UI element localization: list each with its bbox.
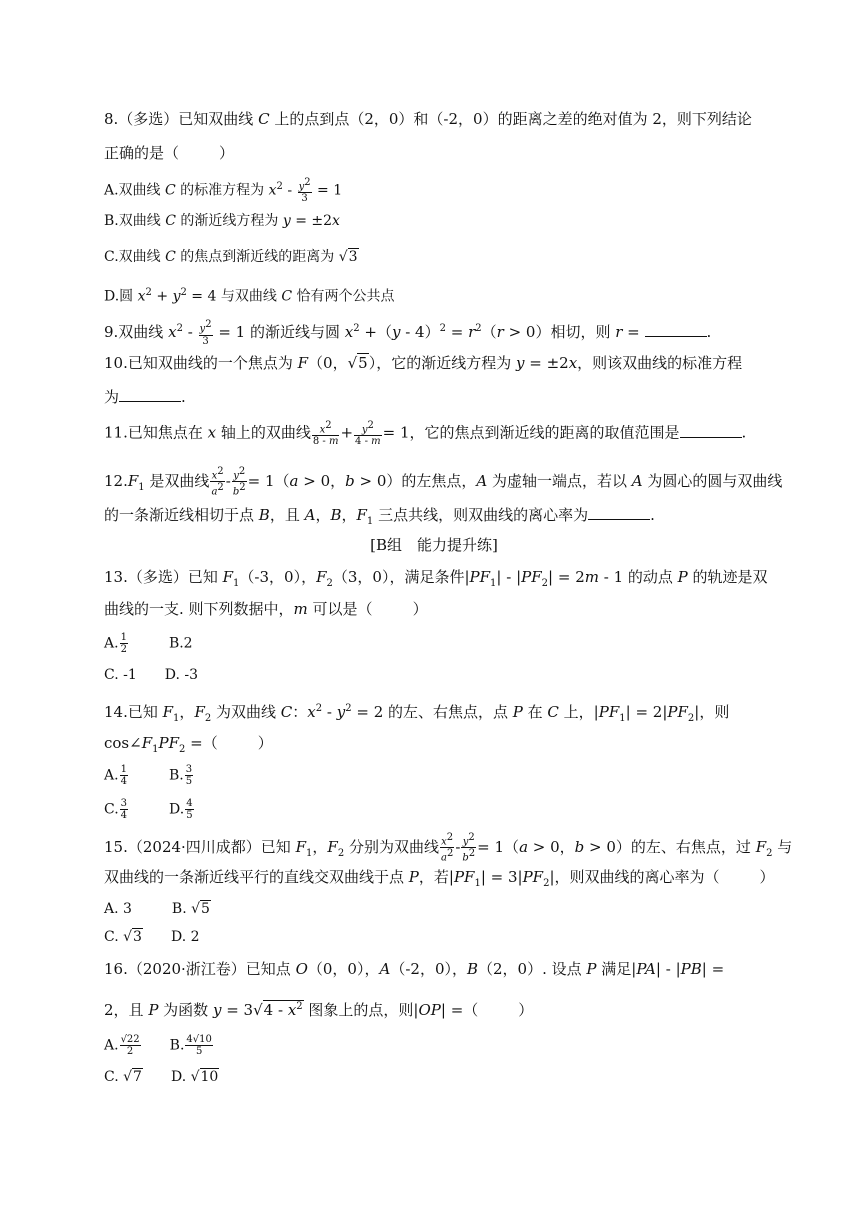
q15-text: 15.（2024·四川成都）已知 $F_1$，$F_2$ 分别为双曲线 $\frac{x^2}{a^2}$ - $\frac{y^2}{b^2}$ = 1（a > 0，b > 0）的左、右焦点，过 $F_2$ 与: [104, 832, 793, 864]
q10-text: 10.已知双曲线的一个焦点为 F（0，√5），它的渐近线方程为 y = ±2x，则该双曲线的标准方程: [104, 354, 743, 372]
q15-options-row2: C. √3 D. 2: [104, 929, 200, 945]
q14-options-row2: C. $\frac{3}{4}$ D. $\frac{4}{5}$: [104, 798, 193, 821]
q14-text-cont: $\cos\angle F_1PF_2$ =（ ）: [104, 734, 273, 755]
q14-options-row1: A. $\frac{1}{4}$ B. $\frac{3}{5}$: [104, 764, 193, 787]
q13-text: 13.（多选）已知 $F_1(-3$，0），$F_2(3$，0），满足条件$|PF_1| - |PF_2| = 2m - 1$ 的动点 P 的轨迹是双: [104, 568, 768, 589]
section-b-heading: [B组 能力提升练]: [370, 536, 498, 554]
q11-text: 11.已知焦点在 x 轴上的双曲线 $\frac{x^2}{8 - m}$ + $\frac{y^2}{4 - m}$ = 1，它的焦点到渐近线的距离的取值范围是 .: [104, 420, 747, 448]
q8-option-d: D.圆 $x^2 + y^2 = 4$ 与双曲线 C 恰有两个公共点: [104, 287, 395, 305]
q13-options-row1: A. $\frac{1}{2}$ B.2: [104, 632, 193, 655]
q10-text-cont: 为 .: [104, 388, 186, 406]
q8-stem: 8.（多选）已知双曲线 C 上的点到点（2，0）和（-2，0）的距离之差的绝对值为 2，则下列结论: [104, 110, 752, 128]
q13-options-row2: C. -1 D. -3: [104, 667, 199, 683]
q16-options-row1: A. $\frac{√22}{2}$ B. $\frac{4√10}{5}$: [104, 1034, 212, 1057]
q12-text-cont: 的一条渐近线相切于点 B，且 A，B，$F_1$ 三点共线，则双曲线的离心率为 .: [104, 506, 655, 527]
q15-text-cont: 双曲线的一条渐近线平行的直线交双曲线于点 P，若$|PF_1| = 3|PF_2|$，则双曲线的离心率为（ ）: [104, 868, 775, 889]
q8-option-a: A.双曲线 C 的标准方程为 $x^2$ - $\frac{y^2}{3}$ = 1: [104, 176, 343, 205]
q16-text: 16.（2020·浙江卷）已知点 O（0，0），A（-2，0），B（2，0）. 设点 P 满足|PA| - |PB| =: [104, 960, 725, 978]
q16-text-cont: 2，且 P 为函数 $y = 3√4 - x^2$ 图象上的点，则|OP| =（ ）: [104, 1001, 534, 1019]
q15-options-row1: A. 3 B. √5: [104, 901, 210, 917]
q13-text-cont: 曲线的一支. 则下列数据中，m 可以是（ ）: [104, 600, 428, 618]
q14-text: 14.已知 $F_1$，$F_2$ 为双曲线 C：$x^2 - y^2 = 2$ 的左、右焦点，点 P 在 C 上，$|PF_1| = 2|PF_2|$，则: [104, 703, 730, 724]
q9-text: 9.双曲线 $x^2$ - $\frac{y^2}{3}$ = 1 的渐近线与圆 $x^2 +(y - 4)^2 = r^2(r > 0)$相切，则 r = .: [104, 319, 712, 347]
q12-text: $12.F_1$ 是双曲线 $\frac{x^2}{a^2}$ - $\frac{y^2}{b^2}$ = 1（a > 0，b > 0）的左焦点，A 为虚轴一端点，若以 A 为圆心的圆与双曲线: [104, 466, 783, 498]
q8-option-c: C.双曲线 C 的焦点到渐近线的距离为 √3: [104, 249, 358, 265]
q16-options-row2: C. √7 D. √10: [104, 1069, 219, 1085]
q8-stem-cont: 正确的是（ ）: [104, 144, 235, 162]
q8-option-b: B.双曲线 C 的渐近线方程为 y = ±2x: [104, 213, 340, 229]
